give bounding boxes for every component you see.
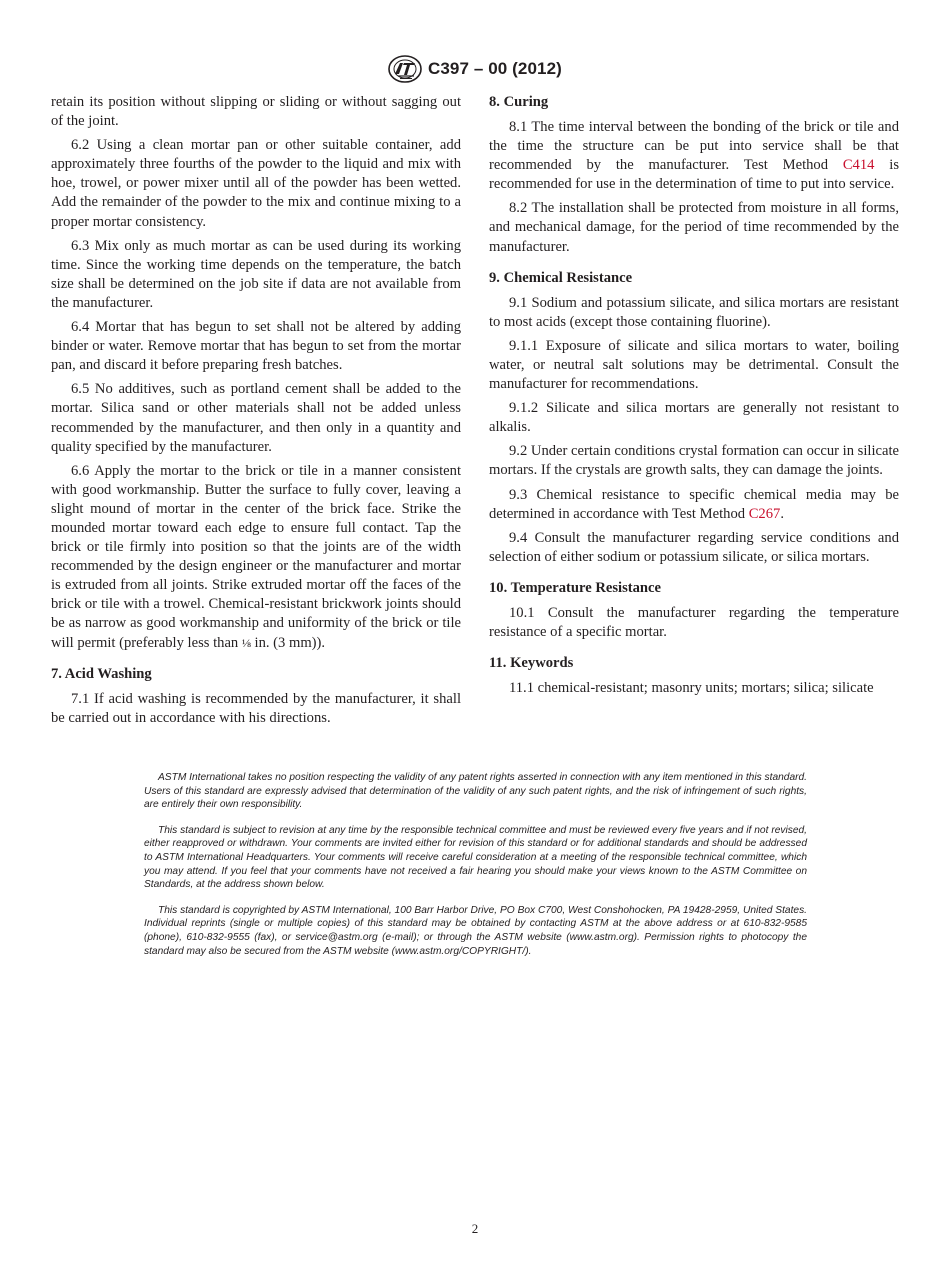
paragraph-6-3: 6.3 Mix only as much mortar as can be used during its working time. Since the working time depends on the temperature, the batch size shall be determined on the job site if data are not available from the manufacturer. (51, 237, 461, 311)
paragraph-6-5: 6.5 No additives, such as portland cement shall be added to the mortar. Silica sand or other materials shall not be added unless recommended by the manufacturer, and then only in a quantity and quality specified by the manufacturer. (51, 381, 461, 455)
paragraph-8-2: 8.2 The installation shall be protected from moisture in all forms, and mechanical damage, for the period of time recommended by the manufacturer. (489, 200, 899, 255)
section-8-heading: 8. Curing (489, 94, 549, 110)
paragraph-9-4: 9.4 Consult the manufacturer regarding service conditions and selection of either sodium or potassium silicate, or silica mortars. (489, 529, 899, 565)
paragraph-6-2: 6.2 Using a clean mortar pan or other suitable container, add approximately three fourths of the powder to the liquid and mix with hoe, trowel, or power mixer until all of the powder has been wetted. Add the remainder of the powder to the mix and continue mixing to a proper mortar consistency. (51, 137, 461, 230)
patent-notice: ASTM International takes no position respecting the validity of any patent rights asserted in connection with any item mentioned in this standard. Users of this standard are expressly advised that determination of the validity of any such patent rights, and the risk of infringement of such rights, are entirely their own responsibility. (144, 772, 807, 811)
link-c414[interactable]: C414 (842, 157, 875, 174)
paragraph-8-1-text-end: is recommended for use in the determination of time to put into service. (489, 157, 899, 193)
paragraph-9-3-text: 9.3 Chemical resistance to specific chemical media may be determined in accordance with Test Method (489, 486, 899, 522)
paragraph-9-3 (489, 486, 899, 524)
paragraph-8-1-text: 8.1 The time interval between the bonding of the brick or tile and the time the structure can be put into service shall be that recommended by the manufacturer. Test Method (489, 119, 899, 174)
page-number: 2 (471, 1221, 479, 1236)
legal-notices (144, 771, 807, 970)
paragraph-9-3-text-end: . (780, 505, 784, 522)
paragraph-10-1: 10.1 Consult the manufacturer regarding the temperature resistance of a specific mortar. (489, 604, 899, 640)
right-column (489, 93, 899, 703)
revision-notice: This standard is subject to revision at any time by the responsible technical committee and must be reviewed every five years and if not revised, either reapproved or withdrawn. Your comments are invited either for revision of this standard or for additional standards and should be addressed to ASTM International Headquarters. Your comments will receive careful consideration at a meeting of the responsible technical committee, which you may attend. If you feel that your comments have not received a fair hearing you should make your views known to the ASTM Committee on Standards, at the address shown below. (144, 824, 807, 891)
paragraph-9-1-1: 9.1.1 Exposure of silicate and silica mortars to water, boiling water, or neutral salt solutions may be detrimental. Consult the manufacturer for recommendations. (489, 337, 899, 393)
paragraph-9-1-2: 9.1.2 Silicate and silica mortars are generally not resistant to alkalis. (489, 400, 899, 436)
page-header (0, 54, 950, 84)
paragraph-6-4: 6.4 Mortar that has begun to set shall not be altered by adding binder or water. Remove mortar that has begun to set from the mortar pan, and discard it before preparing fresh batches. (51, 319, 461, 374)
paragraph-6-6-text: 6.6 Apply the mortar to the brick or tile in a manner consistent with good workmanship. Butter the surface to fully cover, leaving a slight mound of mortar in the center of the brick face. Strike the mounded mortar toward each edge to ensure full contact. Tap the brick or tile firmly into position so that the joints are of the width recommended by the design engineer or the manufacturer and mortar is extruded from all joints. Strike extruded mortar off the faces of the brick or tile with a trowel. Chemical-resistant brickwork joints should be as narrow as good workmanship and uniformity of the brick or tile will permit (preferably less than (51, 462, 461, 651)
left-column (51, 93, 461, 733)
paragraph-6-6-text-end: in. (3 mm)). (250, 634, 326, 651)
paragraph-6-1-continued: retain its position without slipping or sliding or without sagging out of the joint. (51, 94, 461, 130)
astm-logo-icon (387, 54, 423, 84)
paragraph-8-1 (489, 118, 899, 194)
standard-designation: C397 – 00 (2012) (428, 59, 562, 78)
section-9-heading: 9. Chemical Resistance (489, 269, 633, 286)
paragraph-7-1: 7.1 If acid washing is recommended by the manufacturer, it shall be carried out in accordance with his directions. (51, 690, 461, 726)
paragraph-6-6 (51, 462, 461, 653)
section-7-heading: 7. Acid Washing (51, 665, 152, 682)
section-10-heading: 10. Temperature Resistance (489, 579, 661, 596)
fraction-one-eighth: ⅛ (241, 635, 251, 650)
copyright-notice: This standard is copyrighted by ASTM International, 100 Barr Harbor Drive, PO Box C700, West Conshohocken, PA 19428-2959, United States. Individual reprints (single or multiple copies) of this standard may be obtained by contacting ASTM at the above address or at 610-832-9585 (phone), 610-832-9555 (fax), or service@astm.org (e-mail); or through the ASTM website (www.astm.org). Permission rights to photocopy the standard may also be secured from the ASTM website (www.astm.org/COPYRIGHT/). (144, 904, 807, 957)
paragraph-9-2: 9.2 Under certain conditions crystal formation can occur in silicate mortars. If the crystals are growth salts, they can damage the joints. (489, 443, 899, 479)
paragraph-9-1: 9.1 Sodium and potassium silicate, and silica mortars are resistant to most acids (except those containing fluorine). (489, 294, 899, 330)
section-11-heading: 11. Keywords (489, 655, 574, 672)
paragraph-11-1: 11.1 chemical-resistant; masonry units; mortars; silica; silicate (509, 680, 874, 697)
link-c267[interactable]: C267 (748, 505, 781, 522)
